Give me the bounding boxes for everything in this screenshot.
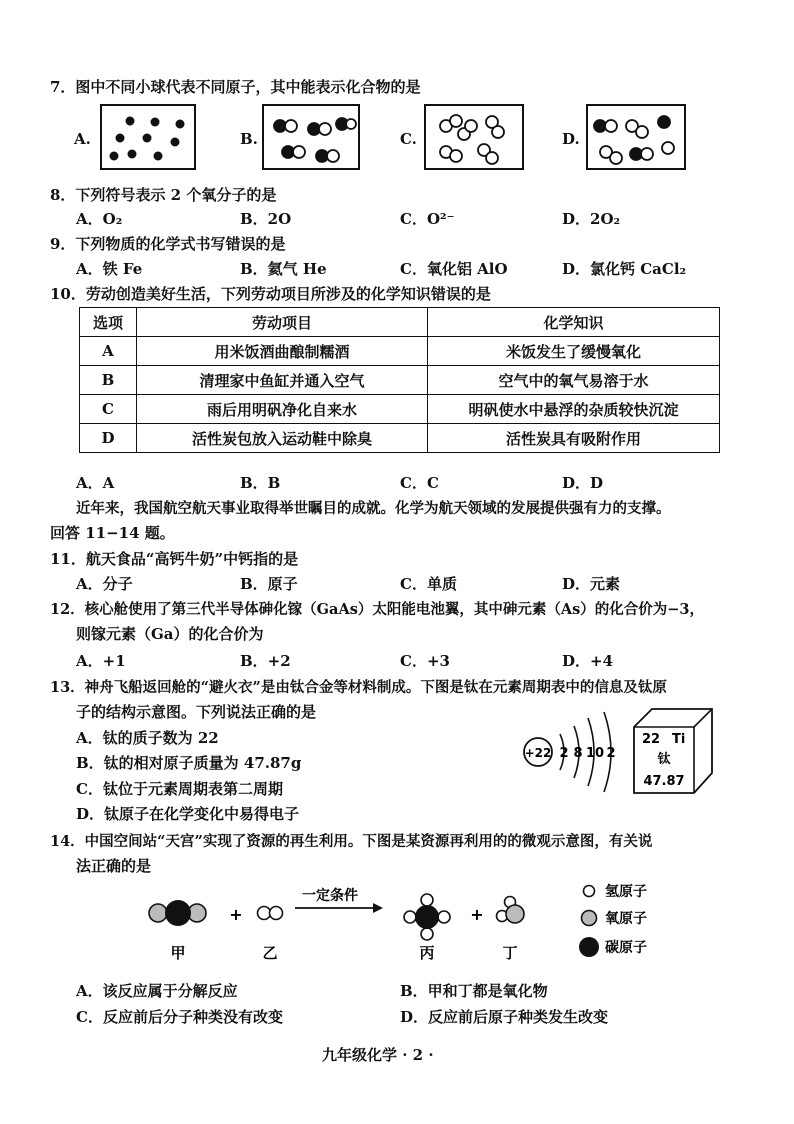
molecule-ding <box>497 897 525 924</box>
shell-electrons: 10 <box>585 746 605 761</box>
atomic-mass: 47.87 <box>643 774 685 789</box>
atomic-number: 22 <box>642 732 661 747</box>
q12-stem-line-1: 12．核心舱使用了第三代半导体砷化镓（GaAs）太阳能电池翼，其中砷元素（As）的化合价为−3， <box>50 601 705 618</box>
table-row <box>80 424 720 453</box>
q14-stem-line-1: 14．中国空间站“天宫”实现了资源的再生利用。下图是某资源再利用的的微观示意图，有关说 <box>50 833 653 850</box>
molecule-bing <box>404 894 450 940</box>
q13-option-d: D．钛原子在化学变化中易得电子 <box>76 805 300 823</box>
table-cell: 米饭发生了缓慢氧化 <box>428 337 720 366</box>
table-cell: 雨后用明矾净化自来水 <box>137 395 428 424</box>
header-cell: 化学知识 <box>428 308 720 337</box>
page-footer: 九年级化学 · 2 · <box>322 1046 434 1064</box>
q8-option-d: D．2O₂ <box>562 210 621 228</box>
q10-option-c: C．C <box>400 474 439 492</box>
molecule-jia <box>149 900 206 926</box>
q7-option-a: A. <box>74 130 91 148</box>
q8-stem: 8．下列符号表示 2 个氧分子的是 <box>50 186 277 204</box>
titanium-atom-structure-diagram <box>516 708 626 798</box>
q11-option-a: A．分子 <box>76 575 133 593</box>
q8-option-a: A．O₂ <box>76 210 123 228</box>
q13-option-a: A．钛的质子数为 22 <box>76 729 219 747</box>
table-cell: B <box>80 366 137 395</box>
q9-option-d: D．氯化钙 CaCl₂ <box>562 260 687 278</box>
q10-option-d: D．D <box>562 474 604 492</box>
plus-sign: + <box>229 905 243 924</box>
label-bing: 丙 <box>419 944 435 962</box>
legend-hydrogen: 氢原子 <box>605 884 647 900</box>
table-cell: 清理家中鱼缸并通入空气 <box>137 366 428 395</box>
q12-option-b: B．+2 <box>240 652 291 670</box>
reaction-condition: 一定条件 <box>302 888 358 904</box>
header-cell: 选项 <box>80 308 137 337</box>
q14-reaction-diagram <box>140 876 680 970</box>
q9-option-a: A．铁 Fe <box>76 260 143 278</box>
q13-option-c: C．钛位于元素周期表第二周期 <box>76 780 283 798</box>
intro-line-2: 回答 11−14 题。 <box>50 524 175 542</box>
q14-option-a: A．该反应属于分解反应 <box>76 982 238 1000</box>
label-jia: 甲 <box>170 944 186 962</box>
q8-option-c: C．O²⁻ <box>400 210 455 228</box>
label-yi: 乙 <box>262 944 278 962</box>
table-cell: 明矾使水中悬浮的杂质较快沉淀 <box>428 395 720 424</box>
shell-electrons: 8 <box>573 746 583 761</box>
q14-option-c: C．反应前后分子种类没有改变 <box>76 1008 283 1026</box>
table-cell: 用米饭酒曲酿制糯酒 <box>137 337 428 366</box>
plus-sign: + <box>470 905 484 924</box>
table-cell: 活性炭包放入运动鞋中除臭 <box>137 424 428 453</box>
q7-box-a <box>100 104 196 170</box>
q13-option-b: B．钛的相对原子质量为 47.87g <box>76 754 302 772</box>
q14-stem-line-2: 法正确的是 <box>76 857 152 875</box>
q10-option-a: A．A <box>76 474 115 492</box>
q12-option-c: C．+3 <box>400 652 450 670</box>
shell-electrons: 2 <box>559 746 569 761</box>
q11-option-c: C．单质 <box>400 575 457 593</box>
table-cell: D <box>80 424 137 453</box>
table-cell: 空气中的氧气易溶于水 <box>428 366 720 395</box>
q9-option-b: B．氦气 He <box>240 260 327 278</box>
shell-electrons: 2 <box>606 746 616 761</box>
q9-option-c: C．氧化铝 AlO <box>400 260 508 278</box>
nucleus-charge: +22 <box>524 746 552 760</box>
q13-stem-line-2: 子的结构示意图。下列说法正确的是 <box>76 703 317 721</box>
q7-option-c: C. <box>400 130 417 148</box>
molecule-yi <box>258 907 283 920</box>
q8-option-b: B．2O <box>240 210 292 228</box>
q10-table <box>79 307 720 453</box>
q12-option-d: D．+4 <box>562 652 614 670</box>
q12-option-a: A．+1 <box>76 652 126 670</box>
q14-option-b: B．甲和丁都是氧化物 <box>400 982 548 1000</box>
legend-carbon: 碳原子 <box>605 940 647 956</box>
header-cell: 劳动项目 <box>137 308 428 337</box>
q11-option-b: B．原子 <box>240 575 298 593</box>
q12-stem-line-2: 则镓元素（Ga）的化合价为 <box>76 625 264 643</box>
intro-line-1: 近年来，我国航空航天事业取得举世瞩目的成就。化学为航天领域的发展提供强有力的支撑。 <box>76 500 671 517</box>
q10-stem: 10．劳动创造美好生活，下列劳动项目所涉及的化学知识错误的是 <box>50 285 491 303</box>
table-row <box>80 366 720 395</box>
element-name: 钛 <box>657 752 671 767</box>
legend <box>579 883 647 957</box>
q7-box-d <box>586 104 686 170</box>
table-row <box>80 337 720 366</box>
label-ding: 丁 <box>502 944 518 962</box>
q11-option-d: D．元素 <box>562 575 621 593</box>
table-header-row <box>80 308 720 337</box>
periodic-table-cell <box>632 707 714 795</box>
q7-box-b <box>262 104 360 170</box>
q13-stem-line-1: 13．神舟飞船返回舱的“避火衣”是由钛合金等材料制成。下图是钛在元素周期表中的信息及钛原 <box>50 679 667 696</box>
q14-option-d: D．反应前后原子种类发生改变 <box>400 1008 609 1026</box>
table-cell: A <box>80 337 137 366</box>
table-cell: 活性炭具有吸附作用 <box>428 424 720 453</box>
legend-oxygen: 氧原子 <box>605 911 647 927</box>
q7-option-d: D. <box>562 130 580 148</box>
q7-box-c <box>424 104 524 170</box>
reaction-arrow <box>295 903 383 913</box>
q10-option-b: B．B <box>240 474 281 492</box>
q7-option-b: B. <box>240 130 258 148</box>
table-row <box>80 395 720 424</box>
element-symbol: Ti <box>672 732 686 747</box>
q9-stem: 9．下列物质的化学式书写错误的是 <box>50 235 286 253</box>
q11-stem: 11．航天食品“高钙牛奶”中钙指的是 <box>50 550 299 568</box>
q7-stem: 7．图中不同小球代表不同原子，其中能表示化合物的是 <box>50 78 421 96</box>
table-cell: C <box>80 395 137 424</box>
